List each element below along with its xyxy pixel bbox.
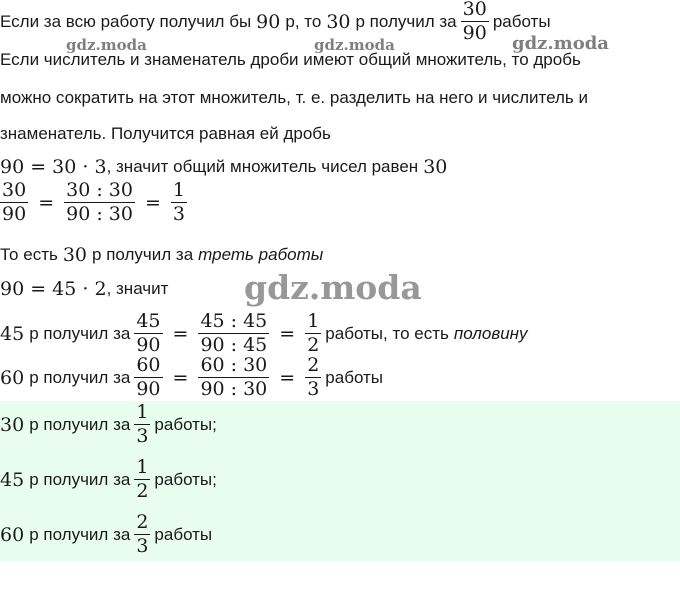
denominator: 90 : 30 [200, 378, 268, 400]
watermark: gdz.moda [244, 268, 422, 307]
math-number: 30 [62, 244, 88, 266]
math-expression: 90 = 30 · 3 [0, 156, 107, 178]
numerator: 2 [136, 511, 149, 533]
fraction [198, 356, 269, 399]
math-number: 30 [326, 10, 351, 33]
line-9 [0, 312, 528, 355]
text: р получил за [29, 414, 131, 434]
text: Если за всю работу получил бы [0, 11, 252, 31]
numerator: 30 : 30 [66, 179, 133, 201]
numerator: 2 [307, 354, 320, 376]
numerator: 60 : 30 [200, 354, 268, 376]
fraction [134, 403, 150, 446]
fraction [134, 356, 162, 399]
math-number: 60 [0, 523, 25, 546]
equals-sign: = [279, 322, 296, 345]
text: работы, то есть [325, 323, 449, 343]
text: работы; [154, 469, 217, 489]
numerator: 45 [136, 310, 161, 332]
fraction [134, 458, 150, 501]
answer-line [0, 403, 217, 446]
math-number: 60 [0, 366, 25, 389]
numerator: 1 [307, 310, 320, 332]
watermark: gdz.moda [314, 36, 395, 54]
line-5 [0, 156, 447, 178]
line-7 [0, 244, 323, 266]
fraction-equation [0, 181, 191, 224]
equals-sign: = [279, 366, 296, 389]
denominator: 90 : 45 [200, 334, 268, 356]
text: работы [325, 367, 384, 387]
fraction [134, 513, 150, 556]
paragraph-line: Если числитель и знаменатель дроби имеют общий множитель, то дробь [0, 50, 581, 69]
fraction [198, 312, 269, 355]
fraction [305, 312, 321, 355]
watermark: gdz.moda [66, 36, 147, 54]
math-number: 30 [423, 156, 448, 178]
text: , значит [106, 279, 169, 298]
paragraph-line: можно сократить на этот множитель, т. е. разделить на него и числитель и [0, 88, 588, 107]
equals-sign: = [172, 322, 189, 345]
fraction [461, 0, 489, 43]
denominator: 90 [2, 203, 27, 225]
numerator: 45 : 45 [200, 310, 268, 332]
line-10 [0, 356, 383, 399]
paragraph-line: знаменатель. Получится равная ей дробь [0, 124, 331, 143]
answer-line [0, 458, 217, 501]
denominator: 2 [307, 334, 320, 356]
text: р получил за [355, 11, 457, 31]
fraction [305, 356, 321, 399]
text: работы [154, 524, 213, 544]
numerator: 1 [136, 456, 149, 478]
numerator: 1 [172, 179, 185, 201]
text: работы; [154, 414, 217, 434]
math-number: 90 [256, 10, 281, 33]
fraction [134, 312, 162, 355]
denominator: 2 [136, 480, 149, 502]
emphasis-text: треть работы [198, 245, 324, 264]
text: р получил за [29, 323, 131, 343]
text: То есть [0, 245, 58, 264]
math-number: 45 [0, 468, 25, 491]
fraction [171, 181, 187, 224]
denominator: 3 [307, 378, 320, 400]
answer-line [0, 513, 212, 556]
denominator: 3 [136, 425, 149, 447]
denominator: 90 [136, 378, 161, 400]
denominator: 3 [136, 535, 149, 557]
watermark: gdz.moda [512, 33, 609, 54]
equals-sign: = [144, 191, 161, 214]
text: р получил за [29, 469, 131, 489]
math-number: 30 [0, 413, 25, 436]
math-number: 45 [0, 322, 25, 345]
numerator: 30 [2, 179, 27, 201]
fraction [64, 181, 135, 224]
text: р, то [285, 11, 322, 31]
denominator: 90 : 30 [66, 203, 133, 225]
text: работы [492, 11, 551, 31]
numerator: 1 [136, 401, 149, 423]
text: р получил за [92, 245, 194, 264]
line-8 [0, 278, 168, 300]
text: р получил за [29, 367, 131, 387]
emphasis-text: половину [453, 323, 528, 343]
math-expression: 90 = 45 · 2 [0, 278, 107, 300]
fraction [0, 181, 28, 224]
denominator: 90 [462, 22, 487, 44]
numerator: 30 [462, 0, 487, 20]
numerator: 60 [136, 354, 161, 376]
equals-sign: = [38, 191, 55, 214]
text: р получил за [29, 524, 131, 544]
denominator: 3 [172, 203, 185, 225]
answer-block [0, 401, 680, 561]
equals-sign: = [172, 366, 189, 389]
text: , значит общий множитель чисел равен [106, 157, 419, 176]
denominator: 90 [136, 334, 161, 356]
